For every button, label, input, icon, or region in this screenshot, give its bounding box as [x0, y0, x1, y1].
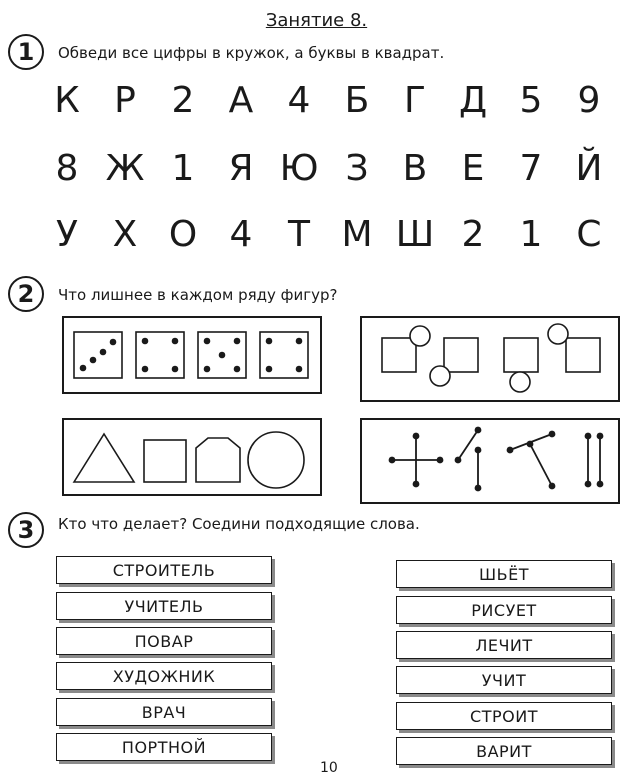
square-circle-figures-row — [360, 316, 620, 402]
symbol[interactable]: 5 — [519, 80, 543, 121]
dice-square[interactable] — [74, 332, 122, 378]
symbol[interactable]: М — [341, 214, 373, 255]
profession-word[interactable]: ПОВАР — [56, 627, 272, 655]
dice-figures — [64, 318, 320, 392]
symbol[interactable]: В — [402, 148, 428, 189]
task-3-number: 3 — [8, 512, 44, 548]
profession-word[interactable]: ВРАЧ — [56, 698, 272, 726]
symbol[interactable]: Р — [114, 80, 136, 121]
symbol[interactable]: 4 — [287, 80, 311, 121]
geometric-figures-row — [62, 418, 322, 496]
profession-word[interactable]: ХУДОЖНИК — [56, 662, 272, 690]
dice-figures-row — [62, 316, 322, 394]
symbol[interactable]: Й — [575, 148, 603, 189]
geometric-figures — [64, 420, 320, 494]
profession-word[interactable]: ПОРТНОЙ — [56, 733, 272, 761]
symbol[interactable]: У — [56, 214, 78, 255]
symbol[interactable]: 9 — [577, 80, 601, 121]
symbol[interactable]: 1 — [171, 148, 195, 189]
symbol[interactable]: 4 — [229, 214, 253, 255]
square-circle-figures — [362, 318, 618, 400]
profession-word[interactable]: СТРОИТЕЛЬ — [56, 556, 272, 584]
symbol[interactable]: Х — [112, 214, 138, 255]
symbol[interactable]: 2 — [171, 80, 195, 121]
triangle[interactable] — [74, 434, 134, 482]
square[interactable] — [144, 440, 186, 482]
symbol[interactable]: Д — [458, 80, 488, 121]
symbol[interactable]: К — [54, 80, 80, 121]
letters-row-2 — [38, 148, 618, 190]
pentagon[interactable] — [196, 438, 240, 482]
stick-figures-row — [360, 418, 620, 504]
symbol[interactable]: Я — [228, 148, 254, 189]
symbol[interactable]: 7 — [519, 148, 543, 189]
page-title: Занятие 8. — [265, 10, 368, 31]
action-word[interactable]: ВАРИТ — [396, 737, 612, 765]
task-2-number: 2 — [8, 276, 44, 312]
task-2-instruction: Что лишнее в каждом ряду фигур? — [58, 286, 338, 304]
circle[interactable] — [248, 432, 304, 488]
action-word[interactable]: РИСУЕТ — [396, 596, 612, 624]
task-3-instruction: Кто что делает? Соедини подходящие слова. — [58, 515, 420, 533]
symbol[interactable]: Т — [288, 214, 310, 255]
action-word[interactable]: ШЬЁТ — [396, 560, 612, 588]
task-1-instruction: Обведи все цифры в кружок, а буквы в квадрат. — [58, 44, 445, 62]
symbol[interactable]: 1 — [519, 214, 543, 255]
symbol[interactable]: Б — [344, 80, 370, 121]
symbol[interactable]: Г — [404, 80, 426, 121]
symbol[interactable]: Ш — [395, 214, 435, 255]
action-word[interactable]: СТРОИТ — [396, 702, 612, 730]
action-word[interactable]: ЛЕЧИТ — [396, 631, 612, 659]
page-number: 10 — [320, 760, 338, 776]
action-word[interactable]: УЧИТ — [396, 666, 612, 694]
letters-row-3 — [38, 214, 618, 256]
symbol[interactable]: Е — [461, 148, 485, 189]
symbol[interactable]: 8 — [55, 148, 79, 189]
symbol[interactable]: Ю — [279, 148, 319, 189]
letters-row-1 — [38, 80, 618, 122]
symbol[interactable]: А — [228, 80, 254, 121]
symbol[interactable]: О — [168, 214, 198, 255]
profession-word[interactable]: УЧИТЕЛЬ — [56, 592, 272, 620]
symbol[interactable]: Ж — [105, 148, 145, 189]
symbol[interactable]: З — [345, 148, 369, 189]
symbol[interactable]: С — [576, 214, 602, 255]
symbol[interactable]: 2 — [461, 214, 485, 255]
stick-figures — [362, 420, 618, 502]
task-1-number: 1 — [8, 34, 44, 70]
